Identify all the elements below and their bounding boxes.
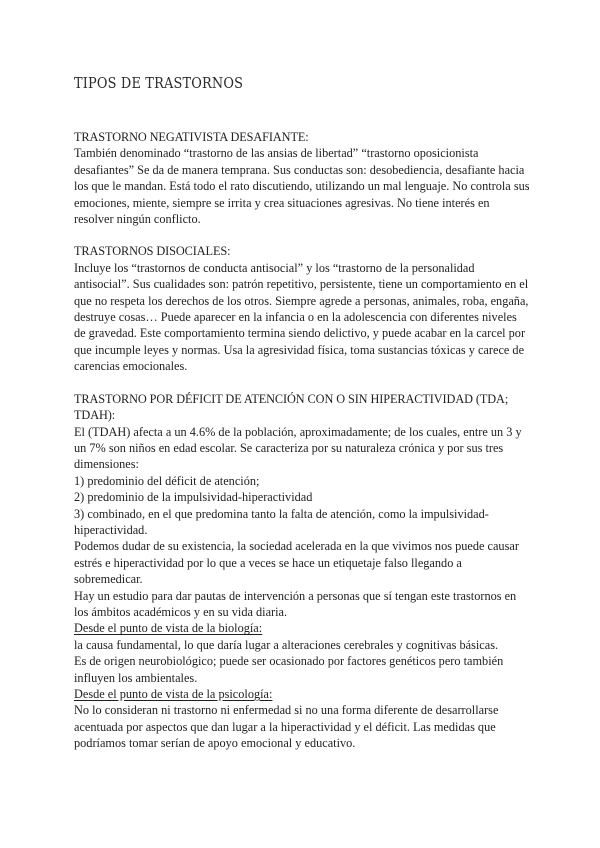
- section-paragraph: También denominado “trastorno de las ansias de libertad” “trastorno oposicionista desafiantes” Se da de manera temprana. Sus conductas son: desobediencia, desafiante hacia los que le mandan. Está todo el rato discutiendo, utilizando un mal lenguaje. No controla sus emociones, miente, siempre se irrita y crea situaciones agresivas. No tiene interés en resolver ningún conflicto.: [74, 146, 530, 227]
- section-heading: TRASTORNOS DISOCIALES:: [74, 244, 231, 259]
- section-heading: TRASTORNO NEGATIVISTA DESAFIANTE:: [74, 130, 309, 144]
- document-title: TIPOS DE TRASTORNOS: [74, 74, 244, 92]
- document-body: [74, 129, 530, 768]
- section-paragraph: Incluye los “trastornos de conducta antisocial” y los “trastorno de la personalidad antisocial”. Sus cualidades son: patrón repetitivo, persistente, tiene un comportamiento en el que no respeta los derechos de los otros. Siempre agrede a personas, animales, roba, engaña, destruye cosas… Puede aparecer en la infancia o en la adolescencia con diferentes niveles de gravedad. Este comportamiento termina siendo delictivo, y puede acabar en la carcel por que incumple leyes y normas. Usa la agresividad física, toma sustancias tóxicas y carece de carencias emocionales.: [74, 260, 529, 374]
- section-paragraph: Hay un estudio para dar pautas de intervención a personas que sí tengan este trastornos en los ámbitos académicos y en su vida diaria.: [74, 588, 517, 619]
- psychology-subheading: Desde el punto de vista de la psicología:: [74, 687, 273, 701]
- dimension-item: 3) combinado, en el que predomina tanto la falta de atención, como la impulsividad-hiperactividad.: [74, 506, 489, 537]
- biology-subheading: Desde el punto de vista de la biología:: [74, 621, 263, 636]
- psychology-paragraph: No lo consideran ni trastorno ni enfermedad si no una forma diferente de desarrollarse acentuada por aspectos que dan lugar a la hiperactividad y el déficit. Las medidas que podríamos tomar serían de apoyo emocional y educativo.: [74, 703, 499, 751]
- section-tdah: [74, 391, 530, 752]
- section-heading: TRASTORNO POR DÉFICIT DE ATENCIÓN CON O SIN HIPERACTIVIDAD (TDA; TDAH):: [74, 391, 509, 423]
- section-negativista-desafiante: [74, 129, 530, 227]
- section-paragraph: Podemos dudar de su existencia, la sociedad acelerada en la que vivimos nos puede causar estrés e hiperactividad por lo que a veces se hace un etiquetaje falso llegando a sobremedicar.: [74, 539, 519, 587]
- section-disociales: [74, 243, 530, 374]
- dimension-item: 2) predominio de la impulsividad-hiperactividad: [74, 490, 313, 505]
- biology-line: Es de origen neurobiológico; puede ser ocasionado por factores genéticos pero también influyen los ambientales.: [74, 654, 504, 685]
- section-intro-paragraph: El (TDAH) afecta a un 4.6% de la población, aproximadamente; de los cuales, entre un 3 y un 7% son niños en edad escolar. Se caracteriza por su naturaleza crónica y por sus tres dimensiones:: [74, 424, 522, 472]
- biology-line: la causa fundamental, lo que daría lugar a alteraciones cerebrales y cognitivas básicas.: [74, 637, 499, 652]
- dimension-item: 1) predominio del déficit de atención;: [74, 473, 260, 488]
